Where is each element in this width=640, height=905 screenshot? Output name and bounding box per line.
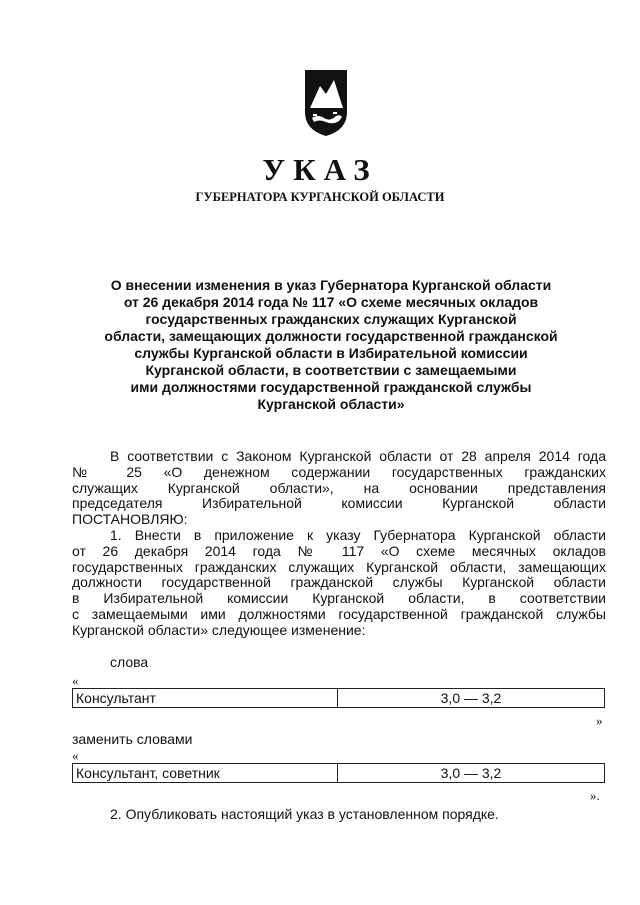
heading-line: Курганской области» [257,396,405,412]
coefficient-cell: 3,0 — 3,2 [338,689,605,708]
document-issuer: ГУБЕРНАТОРА КУРГАНСКОЙ ОБЛАСТИ [195,190,445,204]
position-cell: Консультант, советник [73,764,338,783]
item-1-line: от 26 декабря 2014 года № 117 «О схеме месячных окладов [72,542,606,559]
preamble-line: В соответствии с Законом Курганской области от 28 апреля 2014 года [110,448,606,464]
document-title: УКАЗ [262,152,378,187]
replace-label: заменить словами [72,731,193,747]
item-1-line: в Избирательной комиссии Курганской области, в соответствии [72,590,606,607]
new-position-table [72,763,605,783]
coefficient-cell: 3,0 — 3,2 [338,764,605,783]
old-position-table [72,688,605,708]
close-quote: ». [590,788,600,803]
close-quote: » [596,713,603,728]
position-cell: Консультант [73,689,338,708]
heading-line: службы Курганской области в Избирательной комиссии [134,345,528,361]
item-1-line: государственных гражданских служащих Курганской области, замещающих [72,558,606,575]
preamble-line: председателя Избирательной комиссии Курганской области [72,495,606,512]
preamble-line: служащих Курганской области», на основании представления [72,479,606,496]
item-1-paragraph [72,528,606,639]
item-1-line: с замещаемыми ими должностями государственной гражданской службы [72,605,606,622]
document-heading [78,277,584,413]
preamble-line: № 25 «О денежном содержании государственных гражданских [72,463,606,480]
heading-line: Курганской области, в соответствии с замещаемыми [145,362,517,378]
item-1-line: 1. Внести в приложение к указу Губернатора Курганской области [110,527,606,543]
heading-line: области, замещающих должности государственной гражданской [104,328,558,344]
item-1-line: Курганской области» следующее изменение: [72,621,366,638]
table-row [73,689,605,708]
heading-line: ими должностями государственной гражданской службы [130,379,532,395]
coat-of-arms-emblem [303,68,349,138]
item-1-line: должности государственной гражданской службы Курганской области [72,574,606,591]
preamble-paragraph [72,449,606,528]
preamble-decree-word: ПОСТАНОВЛЯЮ: [72,511,188,528]
table-row [73,764,605,783]
heading-line: государственных гражданских служащих Курганской [145,311,517,327]
open-quote: « [72,673,79,688]
words-label: слова [110,654,149,670]
heading-line: от 26 декабря 2014 года № 117 «О схеме месячных окладов [123,294,539,310]
item-2-paragraph: 2. Опубликовать настоящий указ в установленном порядке. [110,806,499,822]
heading-line: О внесении изменения в указ Губернатора Курганской области [110,277,552,293]
open-quote: « [72,748,79,763]
